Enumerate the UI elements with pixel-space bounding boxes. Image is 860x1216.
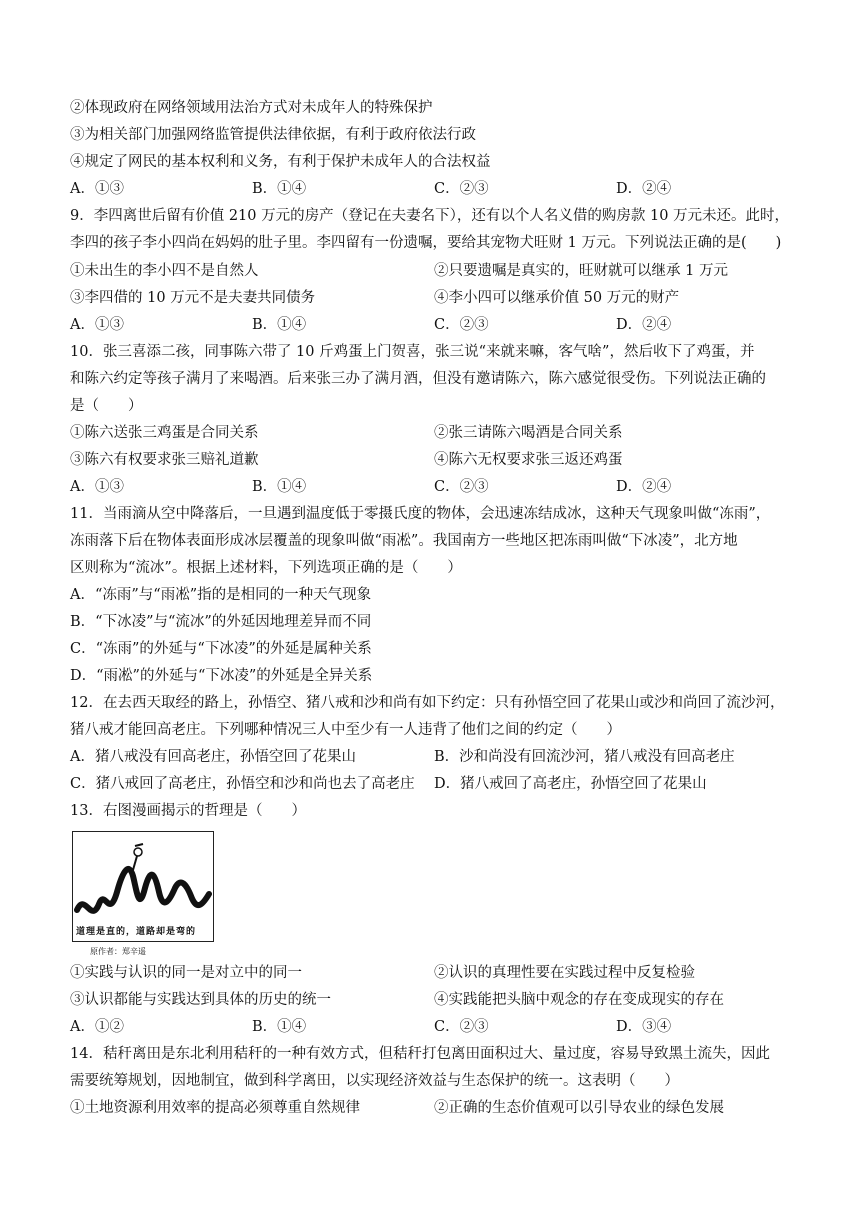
q10-stem-2: 和陈六约定等孩子满月了来喝酒。后来张三办了满月酒，但没有邀请陈六，陈六感觉很受伤。下列说法正确的 <box>70 371 766 387</box>
q13-stem: 13．右图漫画揭示的哲理是（ ） <box>70 803 306 819</box>
q13-option-a[interactable]: A．①② <box>70 1019 124 1035</box>
q8-option-a[interactable]: A．①③ <box>70 181 124 197</box>
q13-option-d[interactable]: D．③④ <box>616 1019 672 1035</box>
q9-item-3: ③李四借的 10 万元不是夫妻共同债务 <box>70 290 316 306</box>
q9-option-c[interactable]: C．②③ <box>434 317 489 333</box>
q13-item-4: ④实践能把头脑中观念的存在变成现实的存在 <box>434 992 724 1008</box>
q10-item-2: ②张三请陈六喝酒是合同关系 <box>434 425 623 441</box>
q10-option-d[interactable]: D．②④ <box>616 479 672 495</box>
q11-stem-3: 区则称为“流冰”。根据上述材料，下列选项正确的是（ ） <box>70 560 462 576</box>
q9-option-a[interactable]: A．①③ <box>70 317 124 333</box>
q12-option-c[interactable]: C．猪八戒回了高老庄，孙悟空和沙和尚也去了高老庄 <box>70 776 415 792</box>
q10-item-4: ④陈六无权要求张三返还鸡蛋 <box>434 452 623 468</box>
q11-option-c[interactable]: C．“冻雨”的外延与“下冰凌”的外延是属种关系 <box>70 641 372 657</box>
q13-item-2: ②认识的真理性要在实践过程中反复检验 <box>434 965 695 981</box>
q10-item-3: ③陈六有权要求张三赔礼道歉 <box>70 452 259 468</box>
q9-option-d[interactable]: D．②④ <box>616 317 672 333</box>
q8-option-d[interactable]: D．②④ <box>616 181 672 197</box>
q14-stem-1: 14．秸秆离田是东北利用秸秆的一种有效方式，但秸秆打包离田面积过大、量过度，容易导致黑土流失，因此 <box>70 1046 770 1062</box>
cartoon-author: 原作者：郑辛遥 <box>90 947 146 956</box>
q10-stem-3: 是（ ） <box>70 398 143 414</box>
q9-stem-2: 李四的孩子李小四尚在妈妈的肚子里。李四留有一份遗嘱，要给其宠物犬旺财 1 万元。下列说法正确的是( ) <box>70 235 782 251</box>
q10-option-b[interactable]: B．①④ <box>252 479 307 495</box>
q13-item-1: ①实践与认识的同一是对立中的同一 <box>70 965 302 981</box>
q12-stem-2: 猪八戒才能回高老庄。下列哪种情况三人中至少有一人违背了他们之间的约定（ ） <box>70 722 621 738</box>
q12-option-a[interactable]: A．猪八戒没有回高老庄，孙悟空回了花果山 <box>70 749 356 765</box>
q13-option-b[interactable]: B．①④ <box>252 1019 307 1035</box>
q14-item-2: ②正确的生态价值观可以引导农业的绿色发展 <box>434 1100 724 1116</box>
q8-item-2: ②体现政府在网络领域用法治方式对未成年人的特殊保护 <box>70 100 433 116</box>
q8-option-b[interactable]: B．①④ <box>252 181 307 197</box>
q12-stem-1: 12．在去西天取经的路上，孙悟空、猪八戒和沙和尚有如下约定：只有孙悟空回了花果山或沙和尚回了流沙河， <box>70 695 785 711</box>
q11-option-d[interactable]: D．“雨凇”的外延与“下冰凌”的外延是全异关系 <box>70 668 373 684</box>
q10-stem-1: 10．张三喜添二孩，同事陈六带了 10 斤鸡蛋上门贺喜，张三说“来就来嘛，客气啥”，然后收下了鸡蛋，并 <box>70 344 755 360</box>
q9-item-4: ④李小四可以继承价值 50 万元的财产 <box>434 290 680 306</box>
q8-option-c[interactable]: C．②③ <box>434 181 489 197</box>
q12-option-d[interactable]: D．猪八戒回了高老庄，孙悟空回了花果山 <box>434 776 707 792</box>
q14-stem-2: 需要统筹规划，因地制宜，做到科学离田，以实现经济效益与生态保护的统一。这表明（ ） <box>70 1073 679 1089</box>
q11-stem-1: 11．当雨滴从空中降落后，一旦遇到温度低于零摄氏度的物体，会迅速冻结成冰，这种天气现象叫做“冻雨”， <box>70 506 771 522</box>
q9-item-2: ②只要遗嘱是真实的，旺财就可以继承 1 万元 <box>434 263 728 279</box>
q11-option-a[interactable]: A．“冻雨”与“雨凇”指的是相同的一种天气现象 <box>70 587 372 603</box>
q12-option-b[interactable]: B．沙和尚没有回流沙河，猪八戒没有回高老庄 <box>434 749 735 765</box>
q10-item-1: ①陈六送张三鸡蛋是合同关系 <box>70 425 259 441</box>
q10-option-a[interactable]: A．①③ <box>70 479 124 495</box>
q8-item-4: ④规定了网民的基本权利和义务，有利于保护未成年人的合法权益 <box>70 154 491 170</box>
q13-option-c[interactable]: C．②③ <box>434 1019 489 1035</box>
q9-stem-1: 9．李四离世后留有价值 210 万元的房产（登记在夫妻名下），还有以个人名义借的购房款 10 万元未还。此时， <box>70 208 790 224</box>
q9-item-1: ①未出生的李小四不是自然人 <box>70 263 259 279</box>
cartoon-caption: 道理是直的，道路却是弯的 <box>76 927 197 937</box>
q10-option-c[interactable]: C．②③ <box>434 479 489 495</box>
q11-option-b[interactable]: B．“下冰凌”与“流冰”的外延因地理差异而不同 <box>70 614 372 630</box>
q11-stem-2: 冻雨落下后在物体表面形成冰层覆盖的现象叫做“雨凇”。我国南方一些地区把冻雨叫做“下冰凌”，北方地 <box>70 533 738 549</box>
q8-item-3: ③为相关部门加强网络监管提供法律依据，有利于政府依法行政 <box>70 127 476 143</box>
q14-item-1: ①土地资源利用效率的提高必须尊重自然规律 <box>70 1100 360 1116</box>
q13-item-3: ③认识都能与实践达到具体的历史的统一 <box>70 992 331 1008</box>
q9-option-b[interactable]: B．①④ <box>252 317 307 333</box>
